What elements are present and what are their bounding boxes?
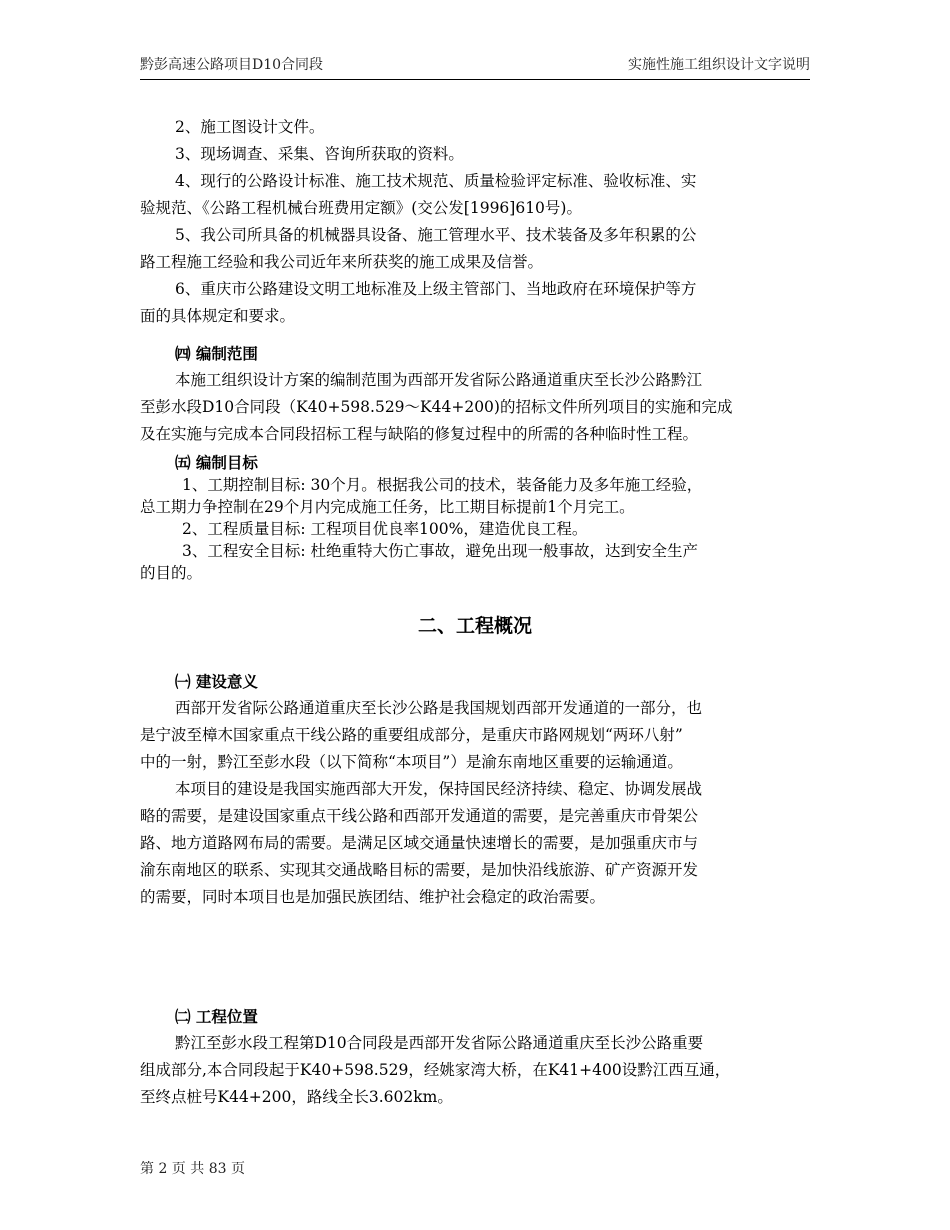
goal-schedule-line1: 1、工期控制目标: 30个月。根据我公司的技术，装备能力及多年施工经验， (182, 476, 703, 494)
significance-p2-line4: 渝东南地区的联系、实现其交通战略目标的需要，是加快沿线旅游、矿产资源开发 (140, 861, 699, 879)
significance-p2-line5: 的需要，同时本项目也是加强民族团结、维护社会稳定的政治需要。 (140, 888, 606, 906)
basis-item-4-line2: 验规范、《公路工程机械台班费用定额》(交公发[1996]610号)。 (140, 199, 582, 217)
significance-block (140, 668, 812, 911)
goals-block (140, 452, 812, 584)
basis-item-6-line1: 6、重庆市公路建设文明工地标准及上级主管部门、当地政府在环境保护等方 (175, 280, 697, 298)
goal-quality: 2、工程质量目标: 工程项目优良率100%，建造优良工程。 (182, 520, 588, 538)
header-project-name: 黔彭高速公路项目D10合同段 (140, 57, 324, 73)
basis-block (140, 114, 812, 330)
significance-p1-line1: 西部开发省际公路通道重庆至长沙公路是我国规划西部开发通道的一部分，也 (175, 699, 703, 717)
significance-p2-line1: 本项目的建设是我国实施西部大开发，保持国民经济持续、稳定、协调发展战 (175, 780, 703, 798)
significance-p2-line3: 路、地方道路网布局的需要。是满足区域交通量快速增长的需要，是加强重庆市与 (140, 834, 699, 852)
significance-p1-line2: 是宁波至樟木国家重点干线公路的重要组成部分，是重庆市路网规划“两环八射” (140, 726, 683, 744)
scope-heading: ㈣ 编制范围 (175, 344, 258, 363)
location-line3: 至终点桩号K44+200，路线全长3.602km。 (140, 1088, 453, 1106)
location-block (140, 1003, 812, 1111)
header-doc-title: 实施性施工组织设计文字说明 (628, 57, 810, 73)
scope-line1: 本施工组织设计方案的编制范围为西部开发省际公路通道重庆至长沙公路黔江 (175, 371, 703, 389)
significance-p2-line2: 略的需要，是建设国家重点干线公路和西部开发通道的需要，是完善重庆市骨架公 (140, 807, 699, 825)
significance-p1-line3: 中的一射，黔江至彭水段（以下简称“本项目”）是渝东南地区重要的运输通道。 (140, 753, 683, 771)
goals-heading: ㈤ 编制目标 (175, 453, 258, 472)
scope-line2: 至彭水段D10合同段（K40+598.529～K44+200)的招标文件所列项目的实施和完成 (140, 398, 733, 416)
basis-item-5-line1: 5、我公司所具备的机械器具设备、施工管理水平、技术装备及多年积累的公 (175, 226, 697, 244)
page-number: 第 2 页 共 83 页 (140, 1161, 245, 1177)
location-heading: ㈡ 工程位置 (175, 1007, 258, 1026)
basis-item-2: 2、施工图设计文件。 (175, 118, 325, 136)
scope-block (140, 340, 812, 448)
header-divider (140, 79, 810, 80)
scope-line3: 及在实施与完成本合同段招标工程与缺陷的修复过程中的所需的各种临时性工程。 (140, 425, 699, 443)
page-header (140, 54, 810, 74)
basis-item-6-line2: 面的具体规定和要求。 (140, 307, 296, 325)
basis-item-3: 3、现场调查、采集、咨询所获取的资料。 (175, 145, 464, 163)
location-line1: 黔江至彭水段工程第D10合同段是西部开发省际公路通道重庆至长沙公路重要 (175, 1034, 704, 1052)
goal-safety-line2: 的目的。 (140, 564, 203, 582)
significance-heading: ㈠ 建设意义 (175, 672, 258, 691)
basis-item-4-line1: 4、现行的公路设计标准、施工技术规范、质量检验评定标准、验收标准、实 (175, 172, 697, 190)
location-line2: 组成部分,本合同段起于K40+598.529，经姚家湾大桥，在K41+400设黔江西互通， (140, 1061, 731, 1079)
chapter-title: 二、工程概况 (417, 615, 532, 637)
basis-item-5-line2: 路工程施工经验和我公司近年来所获奖的施工成果及信誉。 (140, 253, 544, 271)
goal-safety-line1: 3、工程安全目标: 杜绝重特大伤亡事故，避免出现一般事故，达到安全生产 (182, 542, 699, 560)
goal-schedule-line2: 总工期力争控制在29个月内完成施工任务，比工期目标提前1个月完工。 (140, 498, 635, 516)
